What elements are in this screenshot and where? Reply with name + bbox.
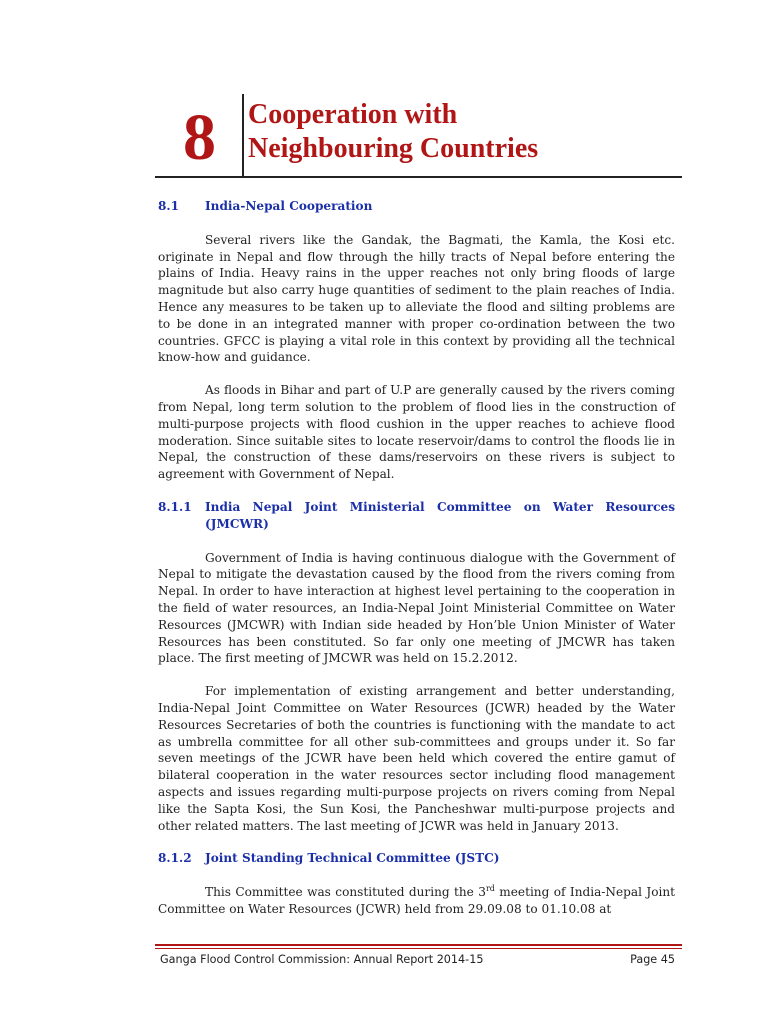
section-heading-8-1 bbox=[158, 198, 675, 215]
footer-report-title: Ganga Flood Control Commission: Annual Report 2014-15 bbox=[160, 953, 484, 966]
section-heading-8-1-2 bbox=[158, 850, 675, 867]
paragraph: Several rivers like the Gandak, the Bagmati, the Kamla, the Kosi etc. originate in Nepal and flow through the hilly tracts of Nepal before entering the plains of India. Heavy rains in the upper reaches not only bring floods of large magnitude but also carry huge quantities of sediment to the plain reaches of India. Hence any measures to be taken up to alleviate the flood and silting problems are to be done in an integrated manner with proper co-ordination between the two countries. GFCC is playing a vital role in this context by providing all the technical know-how and guidance. bbox=[158, 232, 675, 365]
ordinal-suffix: rd bbox=[485, 884, 495, 894]
chapter-title bbox=[248, 98, 538, 166]
section-number: 8.1.2 bbox=[158, 851, 192, 866]
chapter-divider-horizontal bbox=[155, 176, 682, 178]
paragraph: As floods in Bihar and part of U.P are generally caused by the rivers coming from Nepal, long term solution to the problem of flood lies in the construction of multi-purpose projects with flood cushion in the upper reaches to achieve flood moderation. Since suitable sites to locate reservoir/dams to control the floods lie in Nepal, the construction of these dams/reservoirs on these rivers is subject to agreement with Government of Nepal. bbox=[158, 383, 675, 482]
footer-rule-thin bbox=[155, 948, 682, 949]
section-number: 8.1.1 bbox=[158, 499, 192, 514]
footer-page-number: Page 45 bbox=[630, 953, 675, 966]
chapter-title-line2: Neighbouring Countries bbox=[248, 133, 539, 164]
paragraph-text: This Committee was constituted during the 3 bbox=[205, 885, 486, 900]
chapter-header bbox=[155, 94, 682, 178]
footer-rule bbox=[155, 944, 682, 946]
paragraph bbox=[158, 884, 675, 918]
chapter-title-line1: Cooperation with bbox=[248, 99, 458, 130]
section-number: 8.1 bbox=[158, 199, 180, 213]
chapter-number: 8 bbox=[183, 101, 216, 174]
paragraph: Government of India is having continuous dialogue with the Government of Nepal to mitigate the devastation caused by the flood from the rivers coming from Nepal. In order to have interaction at highest level pertaining to the cooperation in the field of water resources, an India-Nepal Joint Ministerial Committee on Water Resources (JMCWR) with Indian side headed by Hon’ble Union Minister of Water Resources has been constituted. So far only one meeting of JMCWR has taken place. The first meeting of JMCWR was held on 15.2.2012. bbox=[158, 550, 675, 666]
chapter-divider-vertical bbox=[242, 94, 244, 178]
paragraph-text: meeting of India-Nepal Joint Committee on Water Resources (JCWR) held from 29.09.08 to 01.10.08 at bbox=[158, 885, 676, 916]
section-title: Joint Standing Technical Committee (JSTC) bbox=[205, 851, 500, 866]
section-heading-8-1-1 bbox=[158, 499, 675, 533]
section-title: India-Nepal Cooperation bbox=[205, 199, 373, 213]
page-body bbox=[158, 198, 675, 918]
section-title: India Nepal Joint Ministerial Committee on Water Resources (JMCWR) bbox=[205, 499, 675, 531]
paragraph: For implementation of existing arrangement and better understanding, India-Nepal Joint Committee on Water Resources (JCWR) headed by the Water Resources Secretaries of both the countries is functioning with the mandate to act as umbrella committee for all other sub-committees and groups under it. So far seven meetings of the JCWR have been held which covered the entire gamut of bilateral cooperation in the water resources sector including flood management aspects and issues regarding multi-purpose projects on rivers coming from Nepal like the Sapta Kosi, the Sun Kosi, the Pancheshwar multi-purpose projects and other related matters. The last meeting of JCWR was held in January 2013. bbox=[158, 684, 675, 833]
